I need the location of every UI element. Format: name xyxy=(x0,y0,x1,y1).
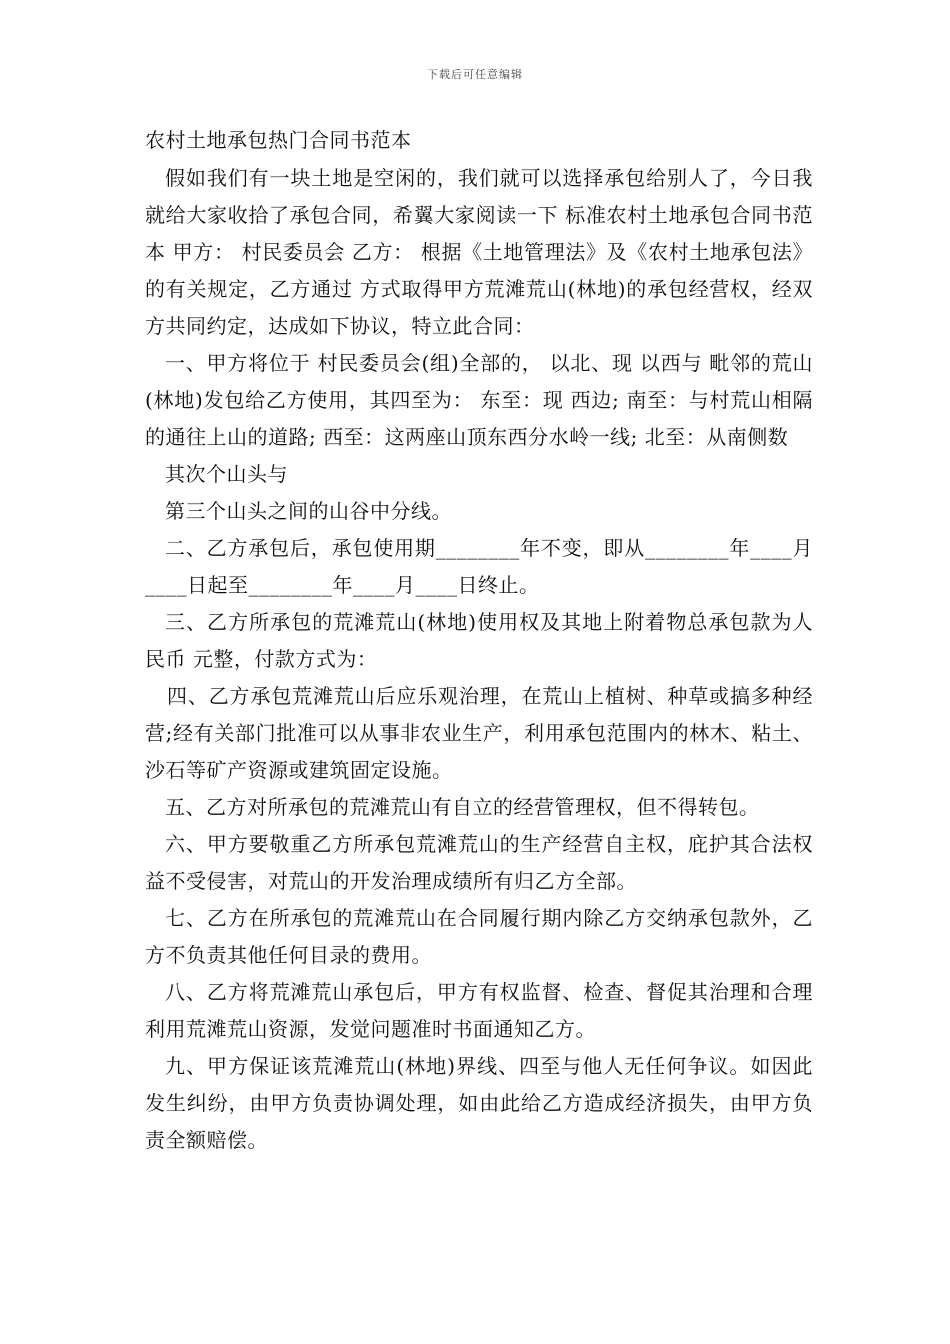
document-title: 农村土地承包热门合同书范本 xyxy=(145,128,412,152)
document-body xyxy=(145,160,813,1159)
paragraph-clause-1-cont-a: 其次个山头与 xyxy=(165,462,288,486)
paragraph-intro: 假如我们有一块土地是空闲的，我们就可以选择承包给别人了，今日我就给大家收拾了承包合同，希翼大家阅读一下 标准农村土地承包合同书范本 甲方： 村民委员会 乙方： 根据《土地管理法》及《农村土地承包法》的有关规定，乙方通过 方式取得甲方荒滩荒山(林地)的承包经营权，经双方共同约定，达成如下协议，特立此合同： xyxy=(145,166,813,338)
paragraph-clause-7: 七、乙方在所承包的荒滩荒山在合同履行期内除乙方交纳承包款外，乙方不负责其他任何目录的费用。 xyxy=(145,906,813,967)
paragraph-clause-1-cont-b: 第三个山头之间的山谷中分线。 xyxy=(165,499,452,523)
paragraph-clause-1: 一、甲方将位于 村民委员会(组)全部的， 以北、现 以西与 毗邻的荒山(林地)发包给乙方使用，其四至为： 东至：现 西边; 南至：与村荒山相隔的通往上山的道路; 西至：这两座山顶东西分水岭一线; 北至：从南侧数 xyxy=(145,351,813,449)
paragraph-clause-2: 二、乙方承包后，承包使用期________年不变，即从________年____月____日起至________年____月____日终止。 xyxy=(145,536,813,597)
paragraph-clause-6: 六、甲方要敬重乙方所承包荒滩荒山的生产经营自主权，庇护其合法权益不受侵害，对荒山的开发治理成绩所有归乙方全部。 xyxy=(145,832,813,893)
paragraph-clause-4: 四、乙方承包荒滩荒山后应乐观治理，在荒山上植树、种草或搞多种经营;经有关部门批准可以从事非农业生产，利用承包范围内的林木、粘土、沙石等矿产资源或建筑固定设施。 xyxy=(145,684,813,782)
paragraph-clause-9: 九、甲方保证该荒滩荒山(林地)界线、四至与他人无任何争议。如因此发生纠纷，由甲方负责协调处理，如由此给乙方造成经济损失，由甲方负责全额赔偿。 xyxy=(145,1054,813,1152)
page-header: 下载后可任意编辑 xyxy=(427,68,523,81)
paragraph-clause-3: 三、乙方所承包的荒滩荒山(林地)使用权及其地上附着物总承包款为人民币 元整，付款方式为： xyxy=(145,610,813,671)
paragraph-clause-5: 五、乙方对所承包的荒滩荒山有自立的经营管理权，但不得转包。 xyxy=(165,795,760,819)
paragraph-clause-8: 八、乙方将荒滩荒山承包后，甲方有权监督、检查、督促其治理和合理利用荒滩荒山资源，发觉问题准时书面通知乙方。 xyxy=(145,980,813,1041)
